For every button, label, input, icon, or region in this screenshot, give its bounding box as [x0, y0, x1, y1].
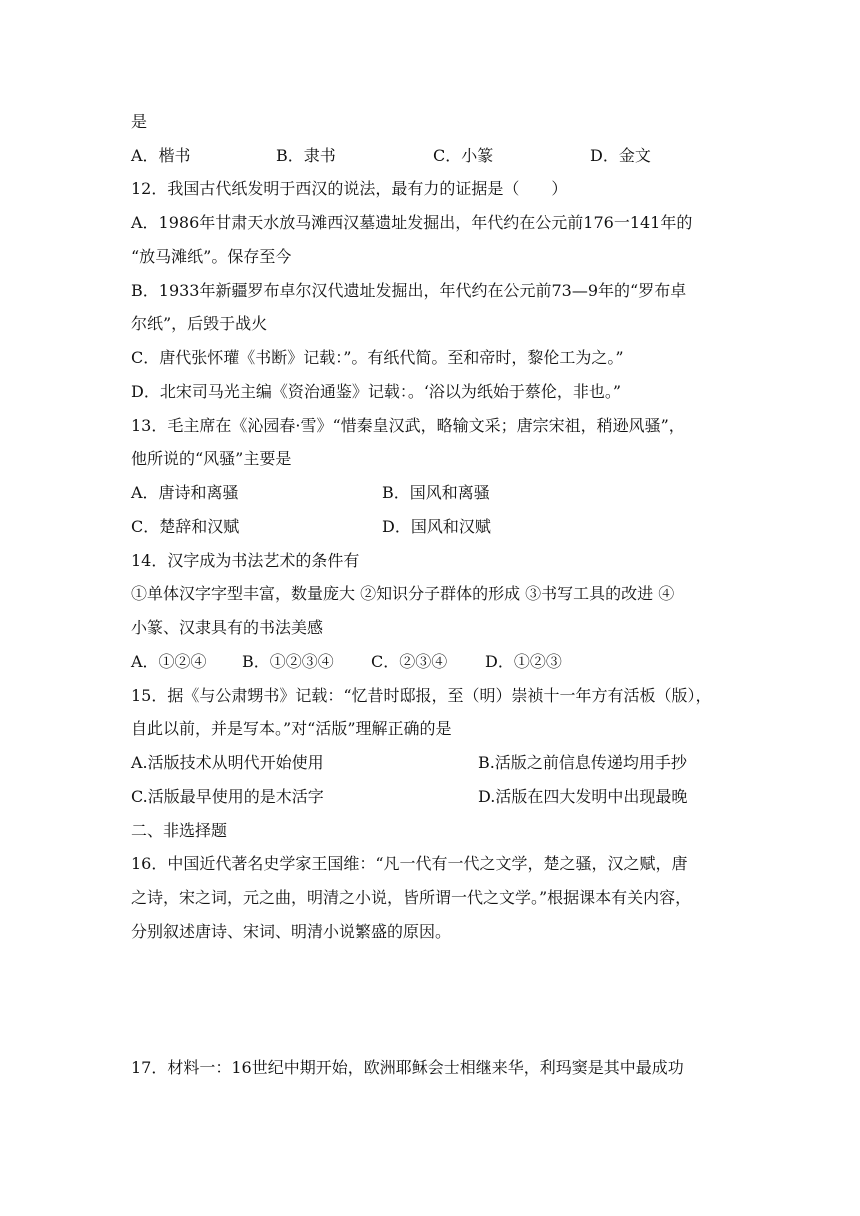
q14-option-b: B．①②③④ — [242, 652, 334, 671]
q14-items-line1: ①单体汉字字型丰富，数量庞大 ②知识分子群体的形成 ③书写工具的改进 ④ — [131, 584, 675, 603]
q11-option-b: B．隶书 — [276, 146, 336, 165]
q14-option-d: D．①②③ — [485, 652, 562, 671]
q11-option-c: C．小篆 — [433, 146, 494, 165]
q16-stem-line2: 之诗，宋之词，元之曲，明清之小说，皆所谓一代之文学。”根据课本有关内容， — [131, 888, 692, 907]
q15-option-d: D.活版在四大发明中出现最晚 — [478, 787, 688, 806]
q11-tail: 是 — [131, 112, 148, 131]
q13-option-c: C．楚辞和汉赋 — [131, 517, 240, 536]
q12-option-d: D．北宋司马光主编《资治通鉴》记载：。‘浴以为纸始于蔡伦，非也。” — [131, 382, 622, 401]
q14-option-a: A．①②④ — [131, 652, 207, 671]
q12-stem: 12．我国古代纸发明于西汉的说法，最有力的证据是（ ） — [131, 179, 568, 198]
q13-stem-line2: 他所说的“风骚”主要是 — [131, 449, 292, 468]
q14-stem: 14．汉字成为书法艺术的条件有 — [131, 551, 360, 570]
q15-option-c: C.活版最早使用的是木活字 — [131, 787, 324, 806]
q12-option-a-line2: “放马滩纸”。保存至今 — [131, 247, 292, 266]
q13-option-d: D．国风和汉赋 — [382, 517, 491, 536]
q14-option-c: C．②③④ — [371, 652, 448, 671]
q11-option-d: D．金文 — [590, 146, 651, 165]
q13-option-b: B．国风和离骚 — [382, 483, 490, 502]
q11-option-a: A．楷书 — [131, 146, 191, 165]
q15-option-b: B.活版之前信息传递均用手抄 — [478, 753, 687, 772]
q13-option-a: A．唐诗和离骚 — [131, 483, 239, 502]
q12-option-b-line2: 尔纸”，后毁于战火 — [131, 314, 268, 333]
q16-stem-line1: 16．中国近代著名史学家王国维：“凡一代有一代之文学，楚之骚，汉之赋，唐 — [131, 854, 688, 873]
q13-stem-line1: 13．毛主席在《沁园春·雪》“惜秦皇汉武，略输文采；唐宗宋祖，稍逊风骚”， — [131, 416, 685, 435]
q15-stem-line2: 自此以前，并是写本。”对“活版”理解正确的是 — [131, 719, 452, 738]
section-title: 二、非选择题 — [131, 821, 228, 840]
q15-stem-line1: 15．据《与公肃甥书》记载：“忆昔时邸报，至（明）崇祯十一年方有活板（版）， — [131, 686, 712, 705]
q16-stem-line3: 分别叙述唐诗、宋词、明清小说繁盛的原因。 — [131, 922, 452, 941]
q17-stem-line1: 17．材料一：16世纪中期开始，欧洲耶稣会士相继来华，利玛窦是其中最成功 — [131, 1058, 684, 1077]
q12-option-a-line1: A．1986年甘肃天水放马滩西汉墓遗址发掘出，年代约在公元前176一141年的 — [131, 213, 693, 232]
q12-option-b-line1: B．1933年新疆罗布卓尔汉代遗址发掘出，年代约在公元前73—9年的“罗布卓 — [131, 281, 687, 300]
q14-items-line2: 小篆、汉隶具有的书法美感 — [131, 618, 324, 637]
q12-option-c: C．唐代张怀瓘《书断》记载：”。有纸代简。至和帝时，黎伦工为之。” — [131, 348, 624, 367]
q15-option-a: A.活版技术从明代开始使用 — [131, 753, 324, 772]
